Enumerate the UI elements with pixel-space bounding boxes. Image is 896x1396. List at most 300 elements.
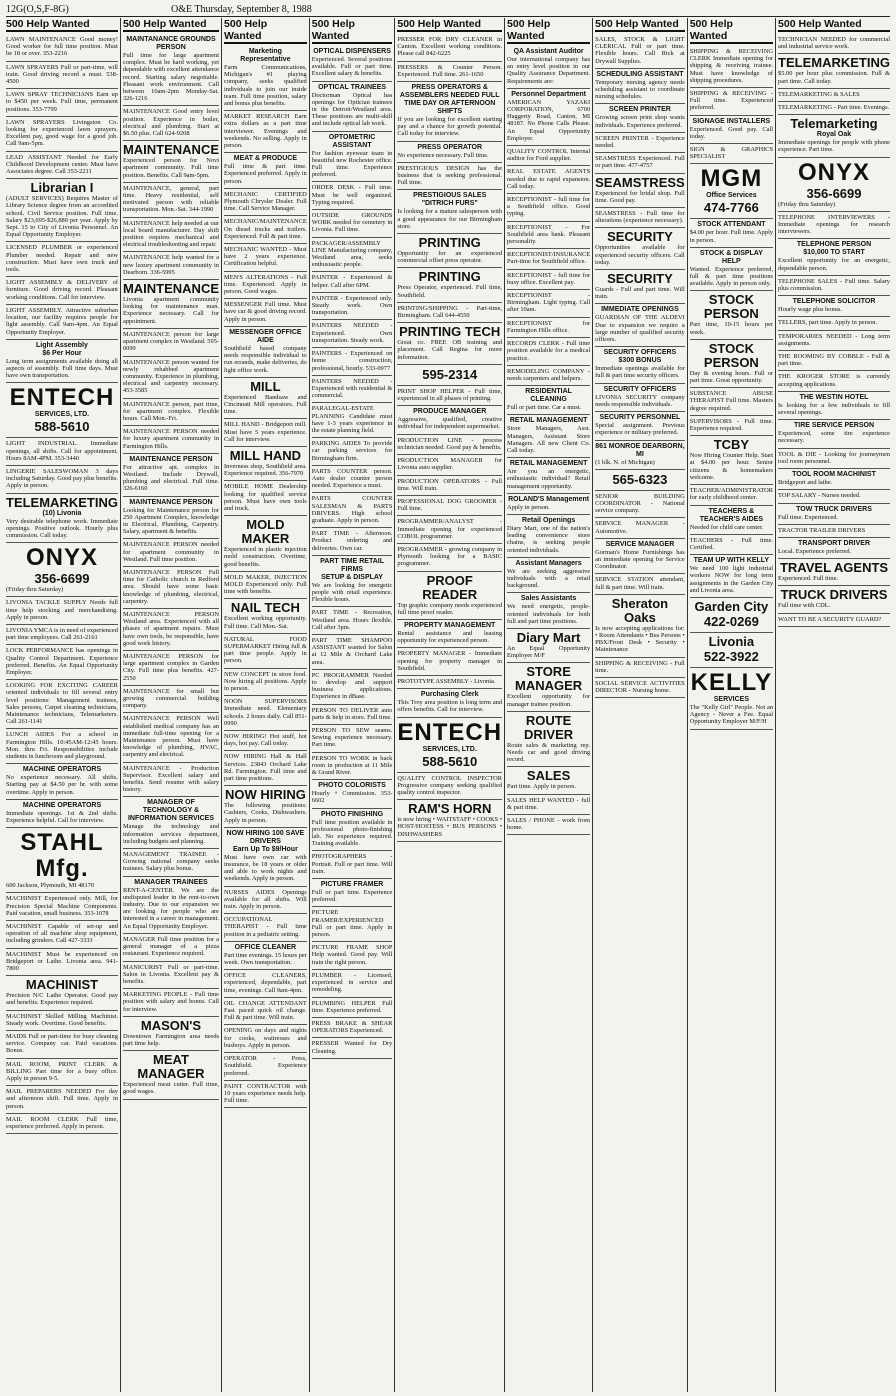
classified-ad: [690, 506, 773, 535]
ad-body: QUALITY CONTROL Internal auditor for Ford supplier.: [507, 148, 591, 163]
classified-ad: [224, 998, 307, 1026]
ad-body: PAINTER - Experienced & helper. Call after 6PM.: [311, 274, 393, 289]
ad-heading: SEAMSTRESS: [595, 174, 685, 190]
classified-ad: [123, 218, 219, 253]
ad-body: Bridgeport and lathe.: [778, 479, 833, 487]
ad-body: SALES HELP WANTED - full & part time.: [507, 796, 591, 811]
classified-ad: [397, 496, 502, 516]
ad-heading: PRESS OPERATORS & ASSEMBLERS NEEDED FULL TIME DAY OR AFTERNOON SHIFTS: [399, 84, 500, 116]
ad-body: WANT TO BE A SECURITY GUARD?: [778, 615, 882, 623]
ad-body: OFFICE CLEANERS, experienced, dependable, part time, evenings. Call 9am-4pm.: [224, 972, 307, 994]
classified-ad: [595, 208, 685, 228]
classified-ad: [6, 34, 118, 62]
ad-heading: TIRE SERVICE PERSON: [794, 422, 875, 430]
ad-body: MAINTENANCE help needed at our local board manufacturer. Day shift position requires mechanical and electrical troubleshooting and repair.: [122, 219, 220, 249]
classified-ad: [224, 46, 307, 111]
classified-ad: [397, 303, 502, 323]
ad-body: TOP SALARY - Nurses needed.: [778, 492, 861, 500]
classified-ad: [6, 117, 118, 152]
classified-ad: [6, 1011, 118, 1031]
ad-heading: ROUTE DRIVER: [524, 712, 574, 742]
ad-heading: MESSENGER OFFICE AIDE: [229, 328, 302, 344]
ad-body: TELLERS, part time. Apply in person.: [778, 319, 878, 327]
ad-body: MECHANIC WANTED - Must have 2 years experience. Certification helpful.: [224, 246, 307, 268]
ad-heading: SECURITY OFFICERS: [603, 349, 677, 357]
ad-phone: 356-6699: [806, 185, 862, 201]
ad-body: PRESSER FOR DRY CLEANER in Canton. Excellent working conditions. Please call 842-6225: [397, 36, 503, 58]
classified-ad: [397, 82, 502, 142]
ad-body: Day & evening hours. Full or part time. Great opportunity.: [689, 369, 774, 385]
ad-phone: 474-7766: [703, 200, 759, 216]
ad-body: Excellent opportunity for an energetic, dependable person.: [778, 257, 890, 272]
masthead: [6, 3, 890, 17]
ad-body: RECEPTIONIST - full time for a Southfield office. Good typing.: [507, 196, 591, 218]
classified-ad: [507, 146, 590, 166]
classified-column: [221, 18, 309, 1392]
classified-ad: [123, 567, 219, 609]
ad-body: MAIL ROOM CLERK Full time, experience preferred. Apply in person.: [6, 1115, 118, 1131]
ad-heading: SALES: [526, 768, 571, 784]
ad-heading: IMMEDIATE OPENINGS: [601, 306, 679, 314]
ad-body: MANICURIST Full or part-time. Salon in Livonia. Excellent pay & benefits.: [122, 963, 220, 985]
classified-ad: [507, 386, 590, 415]
classified-ad: [778, 276, 890, 296]
ad-heading: SCREEN PRINTER: [609, 106, 671, 114]
ad-body: Full or part time. Car a must.: [507, 404, 582, 412]
ad-heading: MACHINE OPERATORS: [22, 801, 102, 809]
ad-heading: MACHINIST: [25, 977, 99, 993]
ad-logo: ONYX: [25, 544, 98, 572]
ad-subheading: Office Services: [706, 192, 757, 200]
ad-body: MILL HAND - Bridgeport mill. Must have 5 years experience. Call for interview.: [224, 421, 307, 443]
classified-ad: [507, 194, 590, 222]
ad-body: MECHANIC/MAINTENANCE On diesel trucks and trailers. Experienced. Full & part time.: [224, 218, 307, 240]
ad-body: SUPERVISORS - Full time. Experience required.: [689, 417, 774, 433]
ad-body: Is looking for a mature salesperson with a good appearance for our Birmingham store.: [397, 208, 503, 230]
ad-heading: MANAGER OF TECHNOLOGY & INFORMATION SERVICES: [127, 799, 215, 823]
ad-body: MAINTENANCE person for large apartment complex in Westland. 595-0099: [122, 330, 220, 353]
classified-ad: [595, 270, 685, 304]
ad-body: (ADULT SERVICES) Requires Master of Library Science degree from an accredited school. Civil Service position. Full time. Salary $23,695-$26,880 per year. Apply by Sept. 15 to City of Livonia Personnel. An Equal Opportunity Employer.: [6, 195, 118, 239]
ad-body: PHOTOGRAPHERS - Portrait. Full or part time. Will train.: [311, 853, 393, 875]
ad-heading: THE WESTIN HOTEL: [799, 393, 869, 401]
section-header: 500 Help Wanted: [123, 18, 219, 32]
classified-column: [309, 18, 395, 1392]
classified-ad: [312, 809, 393, 852]
ad-body: NATURAL FOOD SUPERMARKET Hiring full & part time people. Apply in person.: [224, 635, 307, 665]
ad-heading: PRESTIGIOUS SALES: [413, 192, 487, 200]
classified-ad: [312, 725, 393, 753]
classified-ad: [224, 111, 307, 153]
classified-ad: [312, 851, 393, 879]
classified-ad: [778, 392, 890, 420]
classified-ad: [123, 713, 219, 762]
ad-body: NEW CONCEPT in store food. Now hiring all positions. Apply in person.: [224, 670, 307, 692]
ad-body: MARKETING PEOPLE - Full time position with salary and bonus. Call for interview.: [122, 991, 220, 1013]
classified-ad: [312, 466, 393, 494]
ad-body: MAINTENANCE for small but growing commercial building company.: [122, 687, 220, 710]
ad-body: MAINTENANCE person, part time, for apartment complex. Flexible hours. Call Mon.-Fri.: [122, 400, 220, 422]
ad-body: PROPERTY MANAGER - Immediate opening for property manager in Southfield.: [397, 650, 503, 672]
ad-body: TOOL & DIE - Looking for journeymen tool room personnel.: [778, 450, 890, 465]
ad-phone: 522-3922: [703, 648, 759, 664]
ad-body: QUALITY CONTROL INSPECTOR Progressive company seeking qualified quality control inspector.: [397, 774, 503, 796]
ad-body: TEMPORARIES NEEDED - Long term assignments.: [778, 332, 890, 347]
ad-body: Is now accepting applications for: • Room Attendants • Bus Persons • PBX/Front Desk • Security • Maintenance: [595, 624, 685, 654]
ad-body: Long term assignments available doing all aspects of assembly. Full time days. Must have own transportation.: [6, 357, 118, 380]
classified-ad: [224, 731, 307, 751]
ad-body: PRINTING/SHIPPING - Part-time, Birmingham. Call 644-4550: [397, 304, 503, 320]
classified-ad: [397, 620, 502, 648]
ad-body: PART TIME - Recreation, Westland area. Hours flexible. Call after 3pm.: [311, 609, 393, 631]
ad-body: Full or part time. Experience preferred.: [311, 889, 393, 904]
ad-body: MAIL ROOM, PRINT CLERK & BILLING Part time for a busy office. Apply in person 9-5.: [6, 1060, 118, 1083]
ad-body: PERSON TO DELIVER auto parts & help in store. Full time.: [311, 706, 393, 721]
section-header: 500 Help Wanted: [595, 18, 685, 32]
classified-ad: [224, 189, 307, 217]
classified-ad: [507, 593, 590, 629]
ad-body: The following positions: Cashiers, Cooks, Dishwashers. Apply in person.: [224, 802, 307, 824]
classified-ad: [6, 89, 118, 117]
ad-body: The "Kelly Girl" People. Not an Agency - Never a Fee. Equal Opportunity Employer M/F/H: [689, 703, 774, 726]
ad-heading: STOCK PERSON: [703, 340, 759, 370]
ad-phone: 588-5610: [34, 419, 90, 435]
classified-ad: [690, 598, 773, 633]
ad-logo: KELLY: [690, 668, 773, 696]
ad-body: MAINTENANCE PERSON needed for apartment community in Westland. Full time position.: [122, 541, 220, 563]
classified-ad: [778, 420, 890, 448]
ad-body: SERVICE MANAGER - Automotive.: [595, 520, 685, 535]
ad-heading: NOW HIRING 100 SAVE DRIVERS: [226, 829, 305, 845]
classified-ad: [778, 115, 890, 157]
classified-ad: [397, 572, 502, 620]
ad-subheading: Royal Oak: [816, 131, 852, 139]
classified-ad: [507, 494, 590, 515]
classified-column: [775, 18, 892, 1392]
classified-ad: [123, 1051, 219, 1099]
ad-body: Hourly wage plus bonus.: [778, 306, 842, 314]
classified-ad: [595, 347, 685, 383]
ad-body: Experienced in plastic injection mold construction. Overtime, good benefits.: [224, 546, 307, 568]
classified-ad: [778, 504, 890, 525]
classified-ad: [778, 212, 890, 240]
ad-body: SCREEN PRINTER - Experience needed.: [595, 134, 685, 150]
ad-heading: SERVICE MANAGER: [605, 540, 675, 548]
ad-heading: MILL: [250, 378, 281, 394]
ad-body: TELEMARKETING - Part time. Evenings.: [778, 104, 890, 112]
classified-ad: [123, 357, 219, 399]
ad-body: SEAMSTRESS - Full time for alterations (experience necessary).: [595, 210, 685, 225]
classified-ad: [123, 497, 219, 540]
ad-heading: MILL HAND: [229, 447, 302, 463]
classified-ad: [507, 338, 590, 366]
classified-ad: [397, 386, 502, 406]
classified-ad: [595, 34, 685, 69]
ad-body: PRINT SHOP HELPER - Full time, experienced in all phases of printing.: [397, 387, 503, 403]
ad-body: PARALEGAL-ESTATE PLANNING Candidate must have 1-3 years experience in the estate planning field.: [311, 405, 393, 434]
classified-ad: [778, 102, 890, 115]
classified-ad: [778, 614, 890, 627]
ad-body: OPERATOR - Press, Southfield. Experience preferred.: [224, 1055, 307, 1077]
ad-body: Excellent working opportunity. Full time. Call Mon.-Sat.: [224, 615, 307, 630]
classified-ad: [507, 558, 590, 594]
ad-body: TELEMARKETING & SALES: [778, 90, 860, 98]
classified-ad: [690, 436, 773, 485]
ad-body: LEAD ASSISTANT Needed for Early Childhood Development center. Must have Associates degree. Call 353-2211: [6, 153, 118, 176]
classified-ad: [507, 249, 590, 269]
ad-body: Very desirable telephone work. Immediate openings. Positive outlook. Hourly plus commission. Call today.: [6, 517, 118, 539]
classified-ad: [6, 645, 118, 680]
classified-ad: [312, 132, 393, 183]
classified-ad: [224, 599, 307, 633]
classified-ad: [778, 586, 890, 613]
ad-subheading: SERVICES, LTD.: [422, 745, 477, 753]
ad-subheading: $300 BONUS: [618, 357, 662, 365]
section-header: 500 Help Wanted: [507, 18, 590, 44]
classified-ad: [690, 633, 773, 668]
classified-ad: [397, 234, 502, 268]
ad-body: LIGHT INDUSTRIAL. Immediate openings, all shifts. Call for appointment. Hours 8AM-4PM. 353-3440: [6, 440, 118, 462]
ad-body: PROGRAMMER - growing company in Plymouth looking for a BASIC programmer.: [397, 545, 503, 568]
ad-body: Farm Communications, Michigan's #1 playing company, seeks qualified individuals to join our inside team. Full time position, salary and bonus plus benefits.: [224, 64, 307, 108]
ad-body: For fashion eyewear team in beautiful new Rochester office. Full time. Experience preferred.: [311, 149, 393, 179]
ad-heading: PICTURE FRAMER: [320, 881, 384, 889]
classified-ad: [6, 466, 118, 494]
ad-body: Store Managers, Asst. Managers, Assistant Store Managers. All new Client Co. Call today.: [507, 425, 591, 454]
ad-heading: MOLD MAKER: [241, 517, 290, 547]
ad-body: Experienced, some tire experience necessary.: [778, 430, 890, 445]
classified-ad: [123, 106, 219, 141]
classified-ad: [778, 351, 890, 371]
ad-heading: Diary Mart: [516, 629, 581, 645]
ad-body: LICENSED PLUMBER or experienced Plumber needed. Repair and new construction. Must have own truck and tools.: [6, 244, 118, 274]
ad-body: MACHINIST Capable of set-up and operation of all machine shop equipment, including grinders. Call 427-3333: [6, 923, 118, 945]
ad-body: Top graphic company needs experienced full time proof reader.: [397, 601, 503, 616]
classified-ad: [224, 516, 307, 572]
classified-ad: [690, 46, 773, 88]
ad-logo: MGM: [700, 165, 763, 193]
classified-column: [120, 18, 221, 1392]
ad-phone: 422-0269: [703, 613, 759, 629]
ad-body: Part time evenings. 15 hours per week. Own transportation.: [224, 951, 307, 967]
ad-body: MANAGEMENT TRAINEE - Growing national company seeks trainees. Salary plus bonus.: [122, 851, 220, 873]
classified-column: [592, 18, 687, 1392]
classified-ad: [595, 228, 685, 270]
ad-body: For attractive apt. complex in Westland. Include Drywall, plumbing and electrical. Full time. 326-6160: [122, 463, 220, 493]
classified-ad: [595, 595, 685, 658]
classified-ad: [507, 629, 590, 663]
ad-body: PACKAGER/ASSEMBLY LINE Manufacturing company, Westland area, seeks enthusiastic people.: [311, 239, 393, 269]
ad-body: PERSON TO SEW seams. Sewing experience necessary. Part time.: [311, 727, 393, 749]
classified-ad: [778, 34, 890, 54]
ad-body: RENT-A-CENTER. We are the undisputed leader in the rent-to-own industry. Due to our expansion we are looking for people who are interested in a career in management. An Equal Opportunity Employer.: [122, 886, 220, 930]
ad-body: LOOKING FOR EXCITING CAREER oriented individuals to fill several entry level positions: Management trainees, Sales persons, Carpet cleaning technicians, Maintenance technicians, Telemarketers. Call 261-1141: [6, 682, 118, 726]
ad-body: TEACHERS - Full time. Certified.: [689, 536, 774, 551]
ad-phone: 595-2314: [422, 366, 478, 382]
ad-body: SEAMSTRESS Experienced. Full or part time. 477-4757: [595, 155, 685, 170]
ad-body: Downtown Farmington area needs part time help.: [122, 1032, 220, 1047]
classified-column: [687, 18, 775, 1392]
ad-body: Our international company has an entry level position in our Quality Assurance Department. Requirements are:: [507, 56, 591, 85]
ad-body: Part time. Apply in person.: [507, 783, 576, 791]
classified-ad: [595, 678, 685, 698]
ad-body: OIL CHANGE ATTENDANT Fast paced quick oil change. Full & part time. Will train.: [224, 999, 307, 1022]
classified-ad: [507, 366, 590, 386]
ad-body: LIVONIA TACKLE SUPPLY Needs full time help stocking and merchandising. Apply in person.: [6, 599, 118, 621]
classified-ad: [6, 1114, 118, 1134]
ad-heading: TRANSPORT DRIVER: [798, 539, 870, 547]
classified-ad: [224, 786, 307, 828]
ad-subheading: $6 Per Hour: [42, 349, 82, 357]
ad-body: MAIL PREPARERS NEEDED For day and afternoon shift. Full time. Apply in person.: [6, 1088, 118, 1110]
ad-body: MAINTENANCE - Production Supervisor. Excellent salary and benefits. Send resume with salary history.: [122, 764, 220, 794]
ad-heading: MACHINE OPERATORS: [22, 766, 102, 774]
section-header: 500 Help Wanted: [397, 18, 502, 32]
ad-body: LOCK PERFORMANCE has openings in Quality Control Department. Experience preferred. Benefits. An Equal Opportunity Employer.: [6, 647, 118, 676]
ad-body: Is looking for a few individuals to fill several openings.: [778, 401, 890, 417]
ad-body: PRESSER Wanted for Dry Cleaning.: [311, 1040, 393, 1055]
ad-body: PAINTER - Experienced only. Steady work. Own transportation.: [311, 294, 393, 317]
classified-ad: [312, 705, 393, 725]
ad-body: $5.00 per hour plus commission. Full & part time. Call today.: [778, 70, 890, 85]
ad-body: Press Operator, experienced. Full time, Southfield.: [397, 284, 503, 299]
classified-ad: [397, 365, 502, 386]
ad-body: RECEPTIONIST/INSURANCE Part-time for Southfield office.: [507, 251, 591, 266]
ad-body: PAINTERS - Experienced on home construction, professional, hourly. 533-0977: [311, 350, 393, 372]
classified-ad: [6, 893, 118, 921]
classified-ad: [312, 210, 393, 238]
classified-ad: [6, 383, 118, 438]
ad-body: SENIOR BUILDING COORDINATOR - National service company.: [595, 492, 685, 515]
ad-body: SIGN & GRAPHICS SPECIALIST: [689, 146, 774, 161]
ad-body: PART TIME SHAMPOO ASSISTANT wanted for Salon at 12 Mile & Orchard Lake area.: [311, 636, 393, 666]
ad-heading: MEAT MANAGER: [137, 1052, 205, 1082]
classified-ad: [224, 378, 307, 420]
classified-ad: [312, 670, 393, 705]
classified-ad: [123, 989, 219, 1017]
section-header: 500 Help Wanted: [312, 18, 393, 44]
ad-heading: NOW HIRING: [224, 787, 306, 803]
ad-body: Experienced. Good pay. Call today.: [689, 125, 774, 140]
ad-body: Precision N/C Lathe Operator. Good pay and benefits. Experience required.: [6, 992, 118, 1007]
ad-body: MAINTENANCE Good entry level position. Experience in boiler, electrical and plumbing. Start at $6.50 plus. Call 624-9208: [122, 108, 220, 138]
classified-ad: [6, 305, 118, 340]
ad-body: AMERICAN YAZAKI CORPORATION, 6700 Haggerty Road, Canton, MI 48187. No Phone Calls Please. An Equal Opportunity Employer.: [507, 98, 591, 142]
classified-ad: [397, 142, 502, 163]
ad-body: Gorman's Home Furnishings has an immediate opening for Service Coordinator.: [595, 548, 685, 571]
ad-heading: SECURITY OFFICERS: [603, 385, 677, 393]
classified-ad: [123, 399, 219, 427]
classified-ad: [123, 426, 219, 454]
classified-ad: [595, 491, 685, 519]
classified-ad: [6, 680, 118, 729]
classified-ad: [312, 320, 393, 348]
classified-ad: [595, 574, 685, 594]
ad-body: Diary Mart, one of the nation's leading convenience store chains, is seeking people oriented individuals.: [507, 524, 591, 554]
ad-body: (Friday thru Saturday): [6, 586, 64, 594]
classified-ad: [397, 689, 502, 717]
classified-ad: [690, 88, 773, 116]
classified-ad: [397, 323, 502, 365]
classified-ad: [123, 252, 219, 280]
ad-heading: STOCK & DISPLAY HELP: [699, 249, 763, 265]
classified-ad: [224, 419, 307, 447]
section-header: 500 Help Wanted: [778, 18, 890, 32]
classified-ad: [6, 921, 118, 949]
ad-subheading: "DITRICH FURS": [421, 200, 478, 208]
classified-ad: [123, 877, 219, 934]
ad-heading: TCBY: [713, 437, 750, 453]
ad-body: No experience necessary. All shifts. Starting pay at $4.50 per hr. with some overtime. Apply in person.: [6, 774, 118, 796]
ad-phone: 356-6699: [34, 571, 90, 587]
ad-heading: MEAT & PRODUCE: [233, 155, 298, 163]
ad-heading: Personnel Department: [511, 90, 586, 98]
ad-body: LAWN SPRAYERS Livingston Co. looking for experienced lawn sprayers. Excellent pay, good wage for a good job. Call 9am-5pm.: [6, 118, 118, 148]
classified-ad: [397, 800, 502, 842]
ad-body: Experienced. Full time.: [778, 575, 839, 583]
classified-ad: [123, 934, 219, 962]
classified-ad: [312, 438, 393, 466]
ad-body: Great co. FREE OB training and placement. Call Regina for more information.: [397, 339, 503, 361]
section-header: 500 Help Wanted: [690, 18, 773, 44]
classified-ad: [6, 976, 118, 1010]
ad-body: PROFESSIONAL DOG GROOMER - Full time.: [397, 497, 503, 513]
classified-ad: [595, 174, 685, 208]
ad-body: MACHINIST Must be experienced on Bridgeport or Lathe. Livonia area. 941-7800: [6, 950, 118, 973]
classified-ad: [507, 767, 590, 794]
ad-phone: 588-5610: [422, 753, 478, 769]
ad-heading: TRAVEL AGENTS: [779, 560, 889, 576]
classified-ad: [778, 331, 890, 351]
ad-heading: PRINTING TECH: [399, 324, 501, 340]
ad-body: TELEPHONE INTERVIEWERS - Immediate openings for research interviewers.: [778, 213, 890, 236]
ad-body: We are seeking aggressive individuals with a retail background.: [507, 567, 591, 590]
ad-body: Inverness shop, Southfield area. Experience required. 356-7970: [224, 462, 307, 478]
classified-ad: [224, 887, 307, 915]
ad-body: MAIDS Full or part-time for busy cleaning service. Company car. Paid vacations. Bonus.: [6, 1033, 118, 1055]
ad-body: MAINTENANCE person wanted for newly rehabbed apartment community. Experience in plumbing, electrical and carpentry necessary. 453-3585: [122, 358, 220, 395]
ad-body: Full time with CDL.: [778, 602, 831, 610]
ad-body: LUNCH AIDES For a school in Farmington Hills. 10:45AM-12:45 hours. Mon. thru Fri. Responsibilities include students in lunchroom and playground.: [6, 731, 118, 760]
classified-ad: [397, 455, 502, 475]
classified-ad: [6, 152, 118, 180]
classified-ad: [397, 516, 502, 544]
ad-body: MOLD MAKER, INJECTION MOLD Experienced only. Full time with benefits.: [224, 573, 307, 596]
ad-body: An Equal Opportunity Employer M/F: [507, 644, 591, 660]
classified-ad: [312, 272, 393, 292]
classified-ad: [397, 163, 502, 191]
ad-heading: MAINTENANCE PERSON: [129, 498, 213, 506]
section-header: 500 Help Wanted: [224, 18, 307, 44]
ad-heading: Sales Assistants: [520, 595, 577, 603]
ad-subheading: $10,000 TO START: [803, 249, 865, 257]
ad-body: is now hiring • WAITSTAFF • COOKS • HOST/HOSTESS • BUS PERSONS • DISHWASHERS: [397, 816, 503, 838]
classified-column: [394, 18, 504, 1392]
ad-body: Experienced Bandsaw and Cincinnati Mill operators. Full time.: [224, 393, 307, 416]
ad-heading: NAIL TECH: [230, 600, 300, 616]
ad-body: RECORDS CLERK - Full time position available for a medical practice.: [507, 340, 591, 362]
ad-heading: TELEPHONE SOLICITOR: [792, 298, 876, 306]
classified-ad: [778, 449, 890, 469]
classified-ad: [224, 751, 307, 786]
ad-body: MACHINIST Skilled Milling Machinist. Steady work. Overtime. Good benefits.: [6, 1012, 118, 1027]
section-header: 500 Help Wanted: [6, 18, 118, 32]
ad-heading: Retail Openings: [521, 516, 576, 524]
ad-body: PARTS COUNTER person. Auto dealer counter person needed. Experience a must.: [311, 467, 393, 490]
ad-logo: STAHL Mfg.: [20, 829, 104, 883]
classified-ad: [123, 609, 219, 651]
classified-ad: [397, 435, 502, 455]
